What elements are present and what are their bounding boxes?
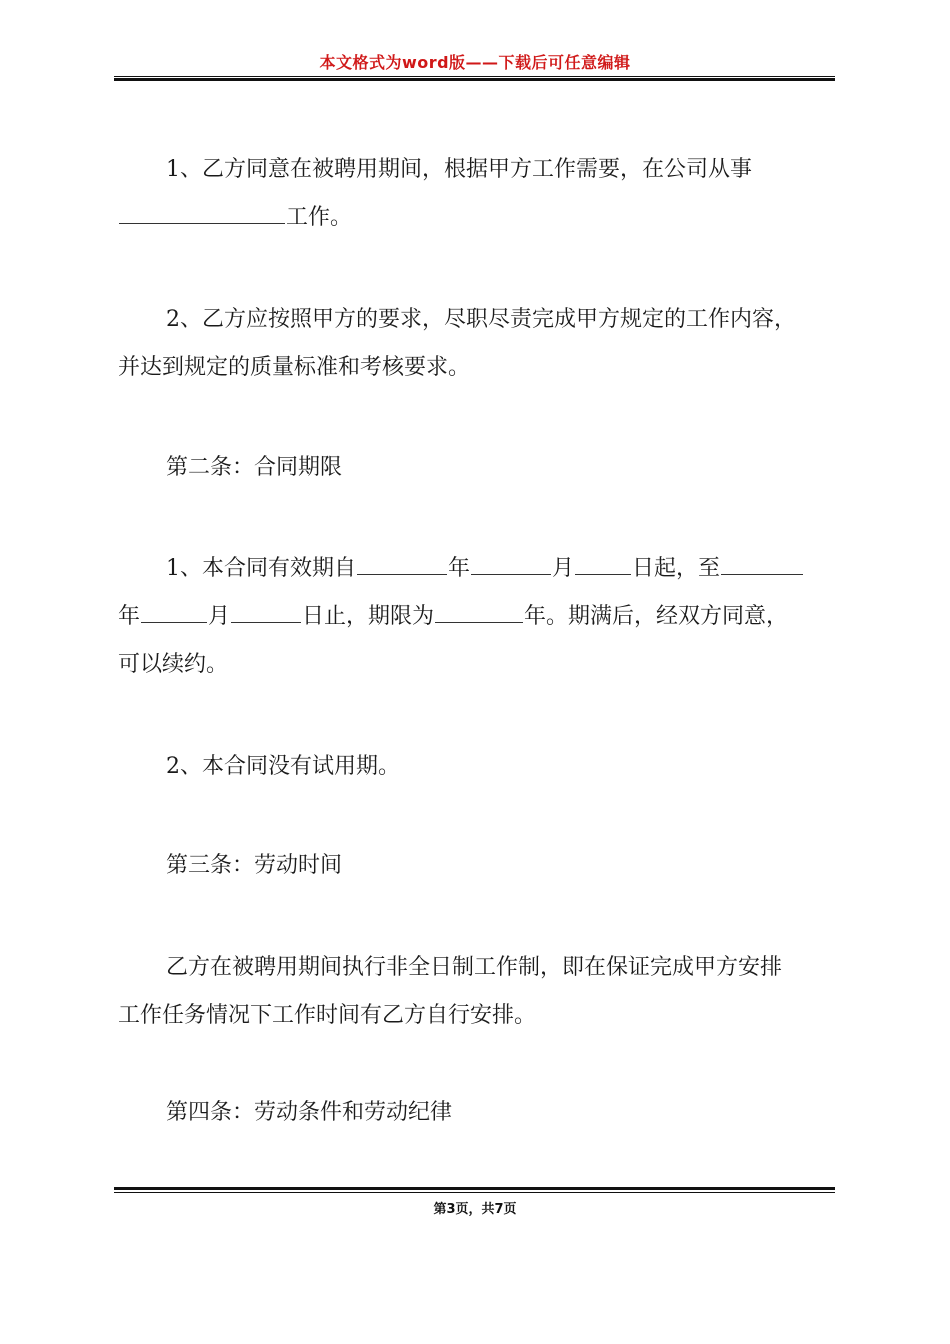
paragraph-1-line-2 [118, 194, 834, 242]
paragraph-5 [118, 944, 834, 1040]
blank-start-day [575, 548, 631, 575]
section-heading-3 [118, 842, 834, 890]
blank-end-month [141, 596, 207, 623]
paragraph-1 [118, 146, 834, 242]
section-3-title: 第三条：劳动时间 [166, 853, 343, 878]
footer-rule-thick [114, 1187, 835, 1190]
blank-term-years [435, 596, 523, 623]
paragraph-3-line-1 [118, 545, 834, 593]
paragraph-4-line-1: 2、本合同没有试用期。 [166, 754, 400, 779]
paragraph-3-line-3: 可以续约。 [118, 652, 229, 677]
p3-text-b: 年 [448, 556, 471, 581]
blank-start-month [471, 548, 551, 575]
section-heading-4 [118, 1089, 834, 1137]
footer-rule-thin [114, 1192, 835, 1193]
p3-text-e: 年 [118, 604, 141, 629]
blank-end-year [721, 548, 803, 575]
paragraph-5-line-1: 乙方在被聘用期间执行非全日制工作制，即在保证完成甲方安排 [166, 955, 783, 980]
paragraph-1-line-2-text: 工作。 [286, 205, 353, 230]
paragraph-1-line-1: 1、乙方同意在被聘用期间，根据甲方工作需要，在公司从事 [166, 157, 752, 182]
blank-end-day [231, 596, 301, 623]
p3-text-c: 月 [552, 556, 575, 581]
header-rule-thin [114, 76, 835, 77]
p3-text-a: 1、本合同有效期自 [166, 556, 356, 581]
paragraph-2-line-2: 并达到规定的质量标准和考核要求。 [118, 355, 471, 380]
p3-text-f: 月 [208, 604, 231, 629]
section-4-title: 第四条：劳动条件和劳动纪律 [166, 1100, 453, 1125]
blank-field-job [119, 197, 285, 224]
paragraph-3-line-2 [118, 593, 834, 641]
paragraph-2-line-1: 2、乙方应按照甲方的要求，尽职尽责完成甲方规定的工作内容， [166, 307, 796, 332]
p3-text-d: 日起，至 [632, 556, 721, 581]
section-heading-2 [118, 444, 834, 492]
header-rule-thick [114, 78, 835, 81]
paragraph-5-line-2: 工作任务情况下工作时间有乙方自行安排。 [118, 1003, 537, 1028]
p3-text-g: 日止，期限为 [302, 604, 435, 629]
header-notice: 本文格式为word版——下载后可任意编辑 [319, 53, 631, 72]
page-number: 第3页，共7页 [433, 1202, 517, 1217]
blank-start-year [357, 548, 447, 575]
section-2-title: 第二条：合同期限 [166, 455, 343, 480]
p3-text-h: 年。期满后，经双方同意， [524, 604, 789, 629]
paragraph-2 [118, 296, 834, 392]
paragraph-4 [118, 743, 834, 791]
paragraph-3 [118, 545, 834, 689]
